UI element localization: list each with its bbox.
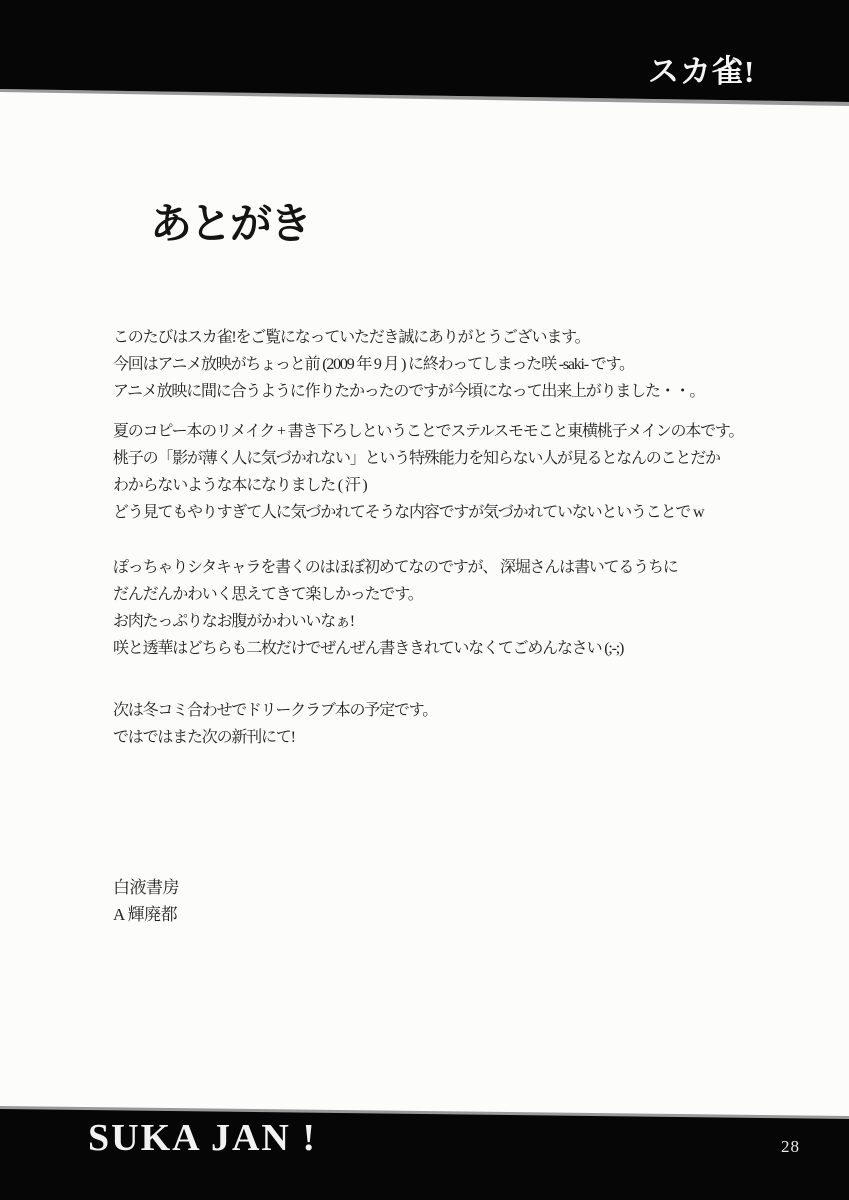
text-line: お肉たっぷりなお腹がかわいいなぁ! bbox=[113, 613, 354, 630]
text-line: わからないような本になりました ( 汗 ) bbox=[113, 477, 367, 494]
signature-block bbox=[113, 874, 179, 928]
footer-logo: SUKA JAN ! bbox=[88, 1117, 318, 1159]
circle-name: 白液書房 bbox=[113, 878, 179, 897]
series-title: スカ雀! bbox=[648, 54, 756, 89]
text-line: 桃子の「影が薄く人に気づかれない」という特殊能力を知らない人が見るとなんのことだか bbox=[113, 450, 720, 467]
text-line: このたびはスカ雀!をご覧になっていただき誠にありがとうございます。 bbox=[113, 329, 590, 346]
paragraph bbox=[113, 324, 793, 405]
page-number: 28 bbox=[781, 1137, 800, 1156]
text-line: ではではまた次の新刊にて! bbox=[113, 729, 295, 746]
text-line: どう見てもやりすぎて人に気づかれてそうな内容ですが気づかれていないということで w bbox=[113, 504, 704, 521]
text-line: だんだんかわいく思えてきて楽しかったです。 bbox=[113, 586, 423, 603]
text-line: 咲と透華はどちらも二枚だけでぜんぜん書ききれていなくてごめんなさい (;-;) bbox=[113, 640, 624, 657]
text-line: 今回はアニメ放映がちょっと前 (2009 年 9 月 ) に終わってしまった咲 -saki- です。 bbox=[113, 356, 634, 373]
text-line: 次は冬コミ合わせでドリークラブ本の予定です。 bbox=[113, 702, 438, 719]
text-line: ぽっちゃりシタキャラを書くのはほぼ初めてなのですが、 深堀さんは書いてるうちに bbox=[113, 559, 678, 576]
paragraph bbox=[113, 697, 793, 751]
page-title: あとがき bbox=[150, 202, 311, 248]
paragraph bbox=[113, 554, 793, 662]
text-line: 夏のコピー本のリメイク + 書き下ろしということでステルスモモこと東横桃子メインの本です。 bbox=[113, 423, 744, 440]
text-line: アニメ放映に間に合うように作りたかったのですが今頃になって出来上がりました・・。 bbox=[113, 383, 705, 400]
paragraph bbox=[113, 418, 793, 526]
author-name: A 輝廃都 bbox=[113, 905, 178, 924]
